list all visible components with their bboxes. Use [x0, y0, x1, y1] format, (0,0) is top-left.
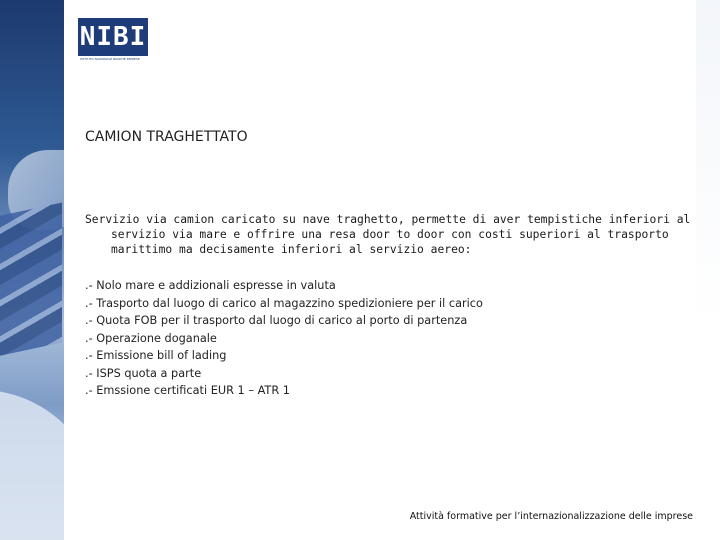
- nibi-logo: [78, 18, 148, 56]
- logo-text: NIBI: [79, 22, 147, 52]
- list-item: .- ISPS quota a parte: [85, 366, 202, 380]
- slide-title: CAMION TRAGHETTATO: [85, 129, 248, 145]
- decorative-side-image: [0, 0, 64, 540]
- right-edge-decoration: [696, 0, 720, 540]
- list-item: .- Emssione certificati EUR 1 – ATR 1: [85, 384, 290, 397]
- cube-graphic: [0, 203, 62, 358]
- footer-text: Attività formative per l’internazionalizzazione delle imprese: [409, 511, 693, 522]
- list-item: .- Nolo mare e addizionali espresse in valuta: [85, 279, 336, 292]
- logo-tagline: ISTITUTO NAZIONALE BANCHE IMPRESE: [80, 58, 140, 61]
- slide-intro: Servizio via camion caricato su nave traghetto, permette di aver tempistiche inferiori al servizio via mare e offrire una resa door to door con costi superiori al trasporto marittimo ma decisamente inferiori al servizio aereo:: [85, 213, 691, 256]
- list-item: .- Emissione bill of lading: [85, 349, 227, 362]
- list-item: .- Operazione doganale: [85, 331, 217, 345]
- wave-graphic: [0, 390, 64, 540]
- list-item: .- Quota FOB per il trasporto dal luogo di carico al porto di partenza: [85, 314, 468, 327]
- service-list: [85, 277, 483, 400]
- list-item: .- Trasporto dal luogo di carico al magazzino spedizioniere per il carico: [85, 296, 483, 310]
